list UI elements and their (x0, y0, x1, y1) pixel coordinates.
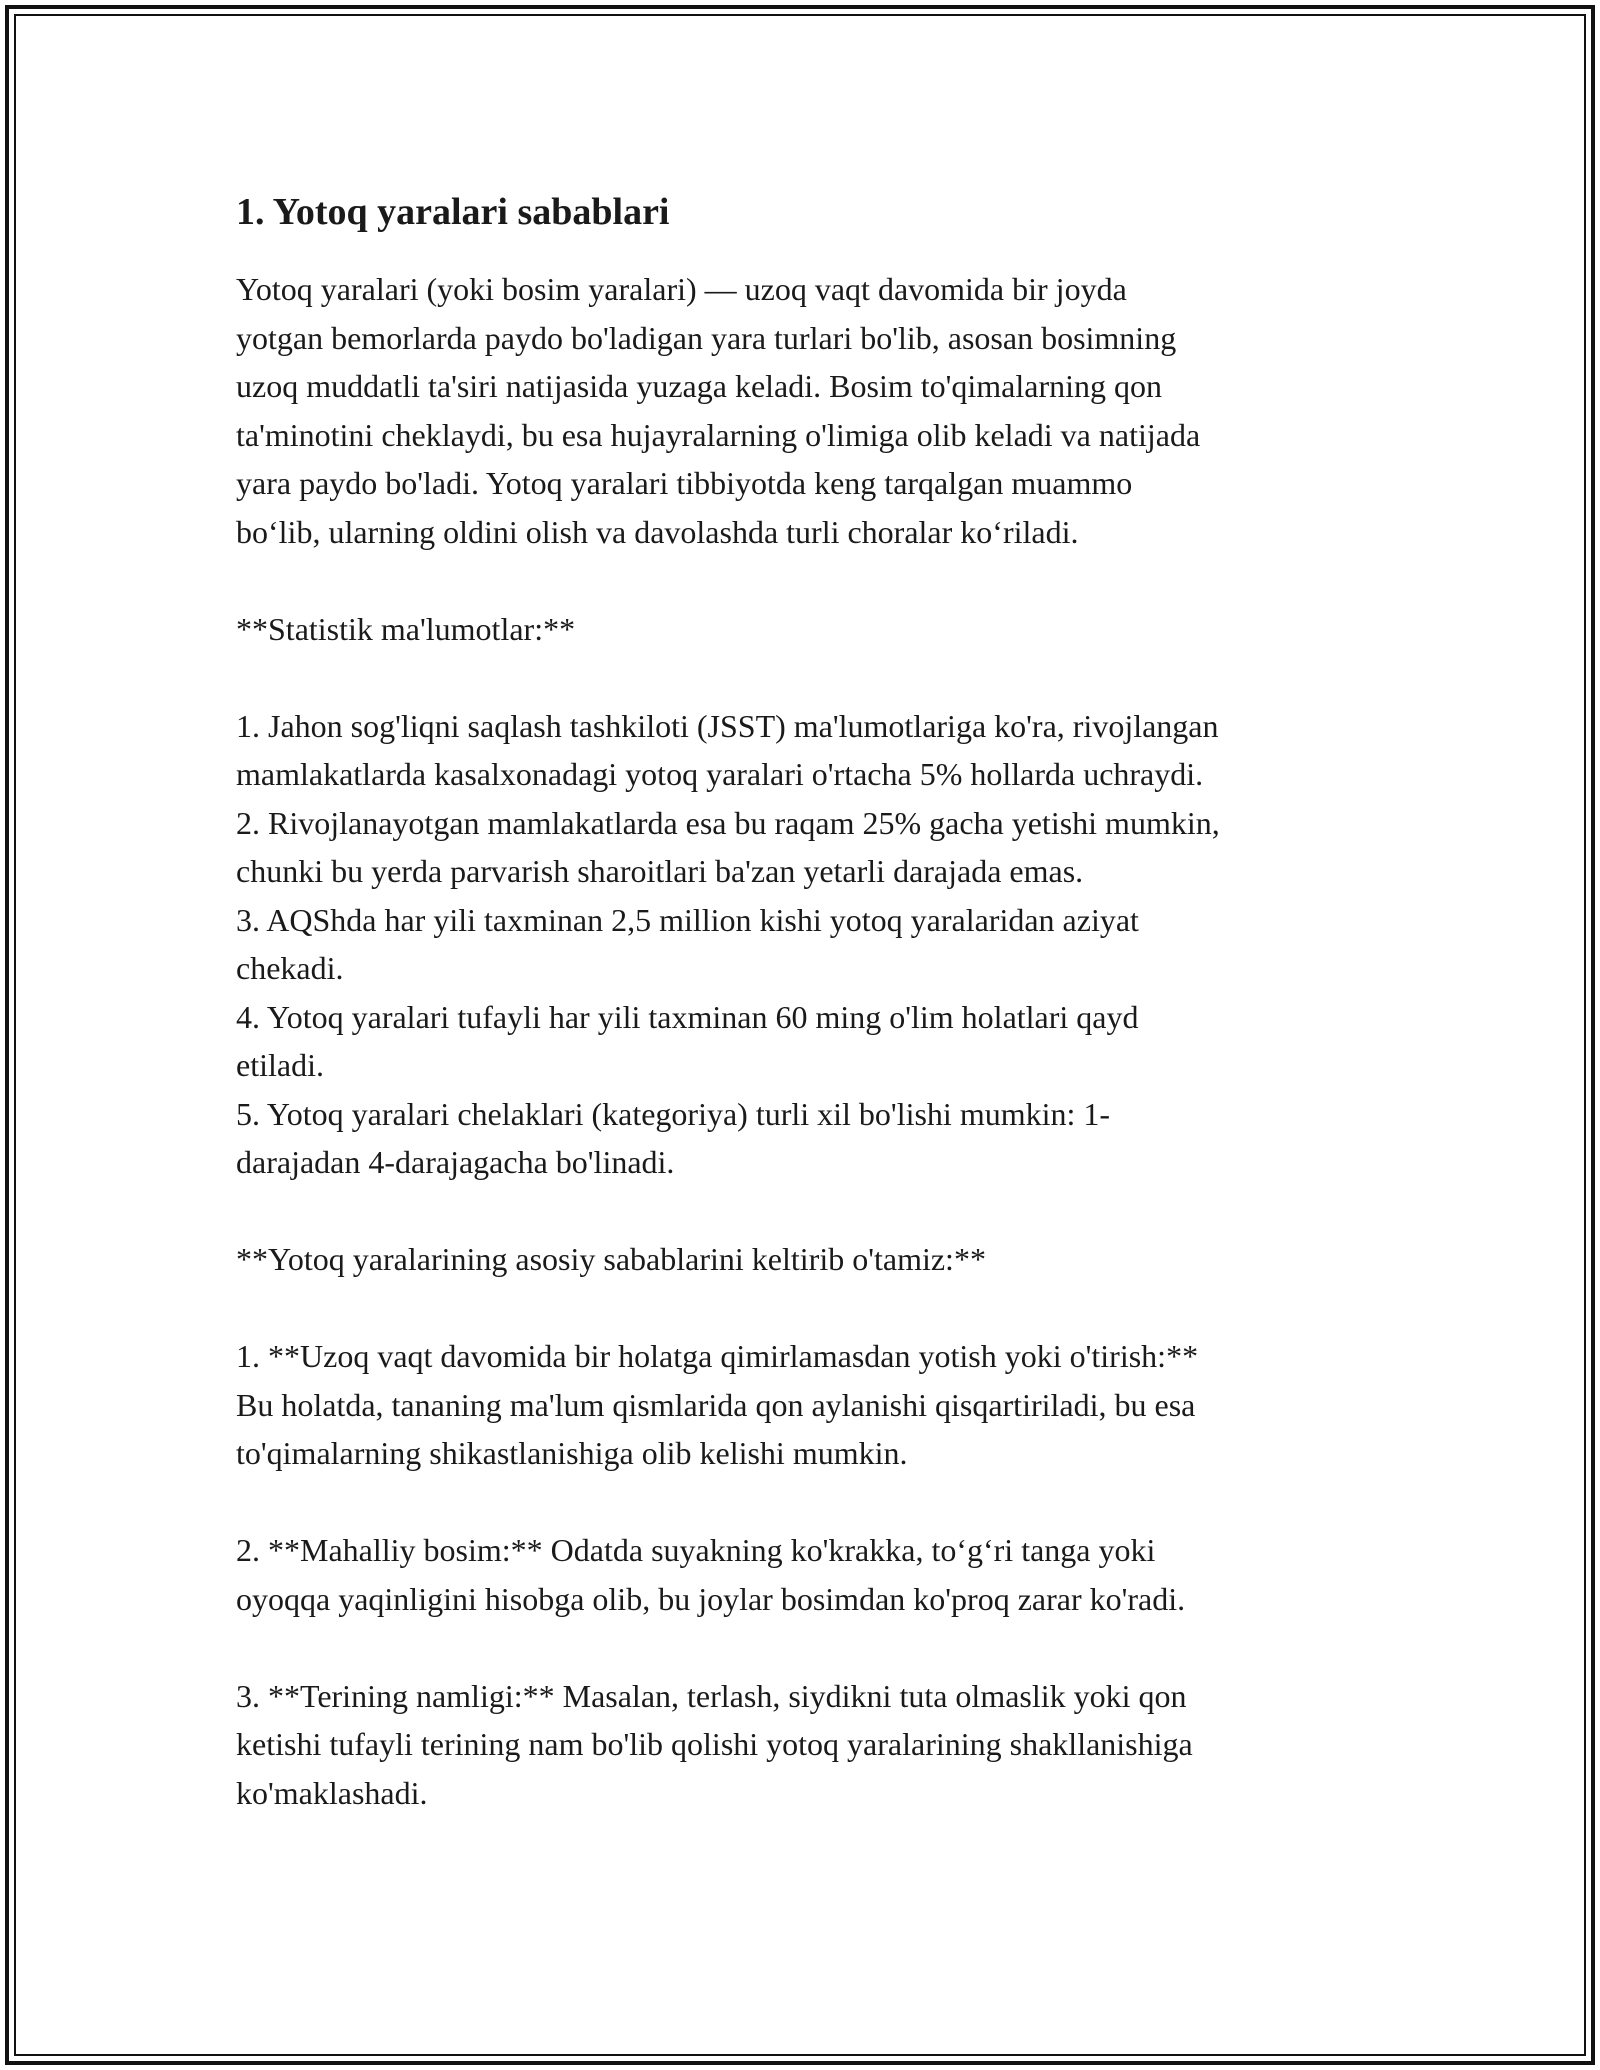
section-heading: 1. Yotoq yaralari sabablari (236, 191, 670, 233)
stats-heading: **Statistik ma'lumotlar:** (236, 610, 576, 647)
list-line: etiladi. (236, 1047, 324, 1083)
text-line: ta'minotini cheklaydi, bu esa hujayralarning o'limiga olib keladi va natijada (236, 416, 1201, 453)
text-line: 3. **Terining namligi:** Masalan, terlash, siydikni tuta olmaslik yoki qon (236, 1677, 1187, 1714)
text-line: ko'maklashadi. (236, 1774, 428, 1811)
text-line: 1. **Uzoq vaqt davomida bir holatga qimirlamasdan yotish yoki o'tirish:** (236, 1338, 1199, 1374)
list-line: 1. Jahon sog'liqni saqlash tashkiloti (JSST) ma'lumotlariga ko'ra, rivojlangan (236, 707, 1219, 744)
list-line: 5. Yotoq yaralari chelaklari (kategoriya) turli xil bo'lishi mumkin: 1- (236, 1095, 1111, 1132)
list-line: 3. AQShda har yili taxminan 2,5 million kishi yotoq yaralaridan aziyat (236, 901, 1139, 938)
text-line: to'qimalarning shikastlanishiga olib kelishi mumkin. (236, 1435, 908, 1471)
text-line: Bu holatda, tananing ma'lum qismlarida qon aylanishi qisqartiriladi, bu esa (236, 1386, 1196, 1423)
list-line: chekadi. (236, 950, 344, 986)
blank-line (236, 1187, 1386, 1236)
intro-paragraph (236, 265, 1386, 556)
cause-item-1 (236, 1332, 1386, 1478)
list-line: mamlakatlarda kasalxonadagi yotoq yaralari o'rtacha 5% hollarda uchraydi. (236, 756, 1204, 792)
list-line: chunki bu yerda parvarish sharoitlari ba'zan yetarli darajada emas. (236, 853, 1084, 889)
cause-item-3 (236, 1672, 1386, 1818)
list-line: 4. Yotoq yaralari tufayli har yili taxminan 60 ming o'lim holatlari qayd (236, 998, 1139, 1035)
text-line: yara paydo bo'ladi. Yotoq yaralari tibbiyotda keng tarqalgan muammo (236, 465, 1133, 501)
blank-line (236, 1623, 1386, 1672)
text-line: yotgan bemorlarda paydo bo'ladigan yara turlari bo'lib, asosan bosimning (236, 319, 1177, 356)
causes-heading: **Yotoq yaralarining asosiy sabablarini keltirib o'tamiz:** (236, 1241, 986, 1277)
blank-line (236, 653, 1386, 702)
stats-list (236, 702, 1386, 1187)
text-line: uzoq muddatli ta'siri natijasida yuzaga keladi. Bosim to'qimalarning qon (236, 368, 1162, 404)
cause-item-2 (236, 1526, 1386, 1623)
blank-line (236, 556, 1386, 605)
blank-line (236, 1478, 1386, 1527)
list-line: 2. Rivojlanayotgan mamlakatlarda esa bu raqam 25% gacha yetishi mumkin, (236, 804, 1220, 841)
text-line: ketishi tufayli terining nam bo'lib qolishi yotoq yaralarining shakllanishiga (236, 1726, 1193, 1762)
text-line: bo‘lib, ularning oldini olish va davolashda turli choralar ko‘riladi. (236, 513, 1079, 550)
text-line: oyoqqa yaqinligini hisobga olib, bu joylar bosimdan ko'proq zarar ko'radi. (236, 1580, 1186, 1617)
blank-line (236, 1284, 1386, 1333)
text-line: Yotoq yaralari (yoki bosim yaralari) — uzoq vaqt davomida bir joyda (236, 271, 1127, 307)
text-line: 2. **Mahalliy bosim:** Odatda suyakning ko'krakka, to‘g‘ri tanga yoki (236, 1532, 1156, 1568)
list-line: darajadan 4-darajagacha bo'linadi. (236, 1144, 675, 1180)
document-body (236, 186, 1386, 1817)
